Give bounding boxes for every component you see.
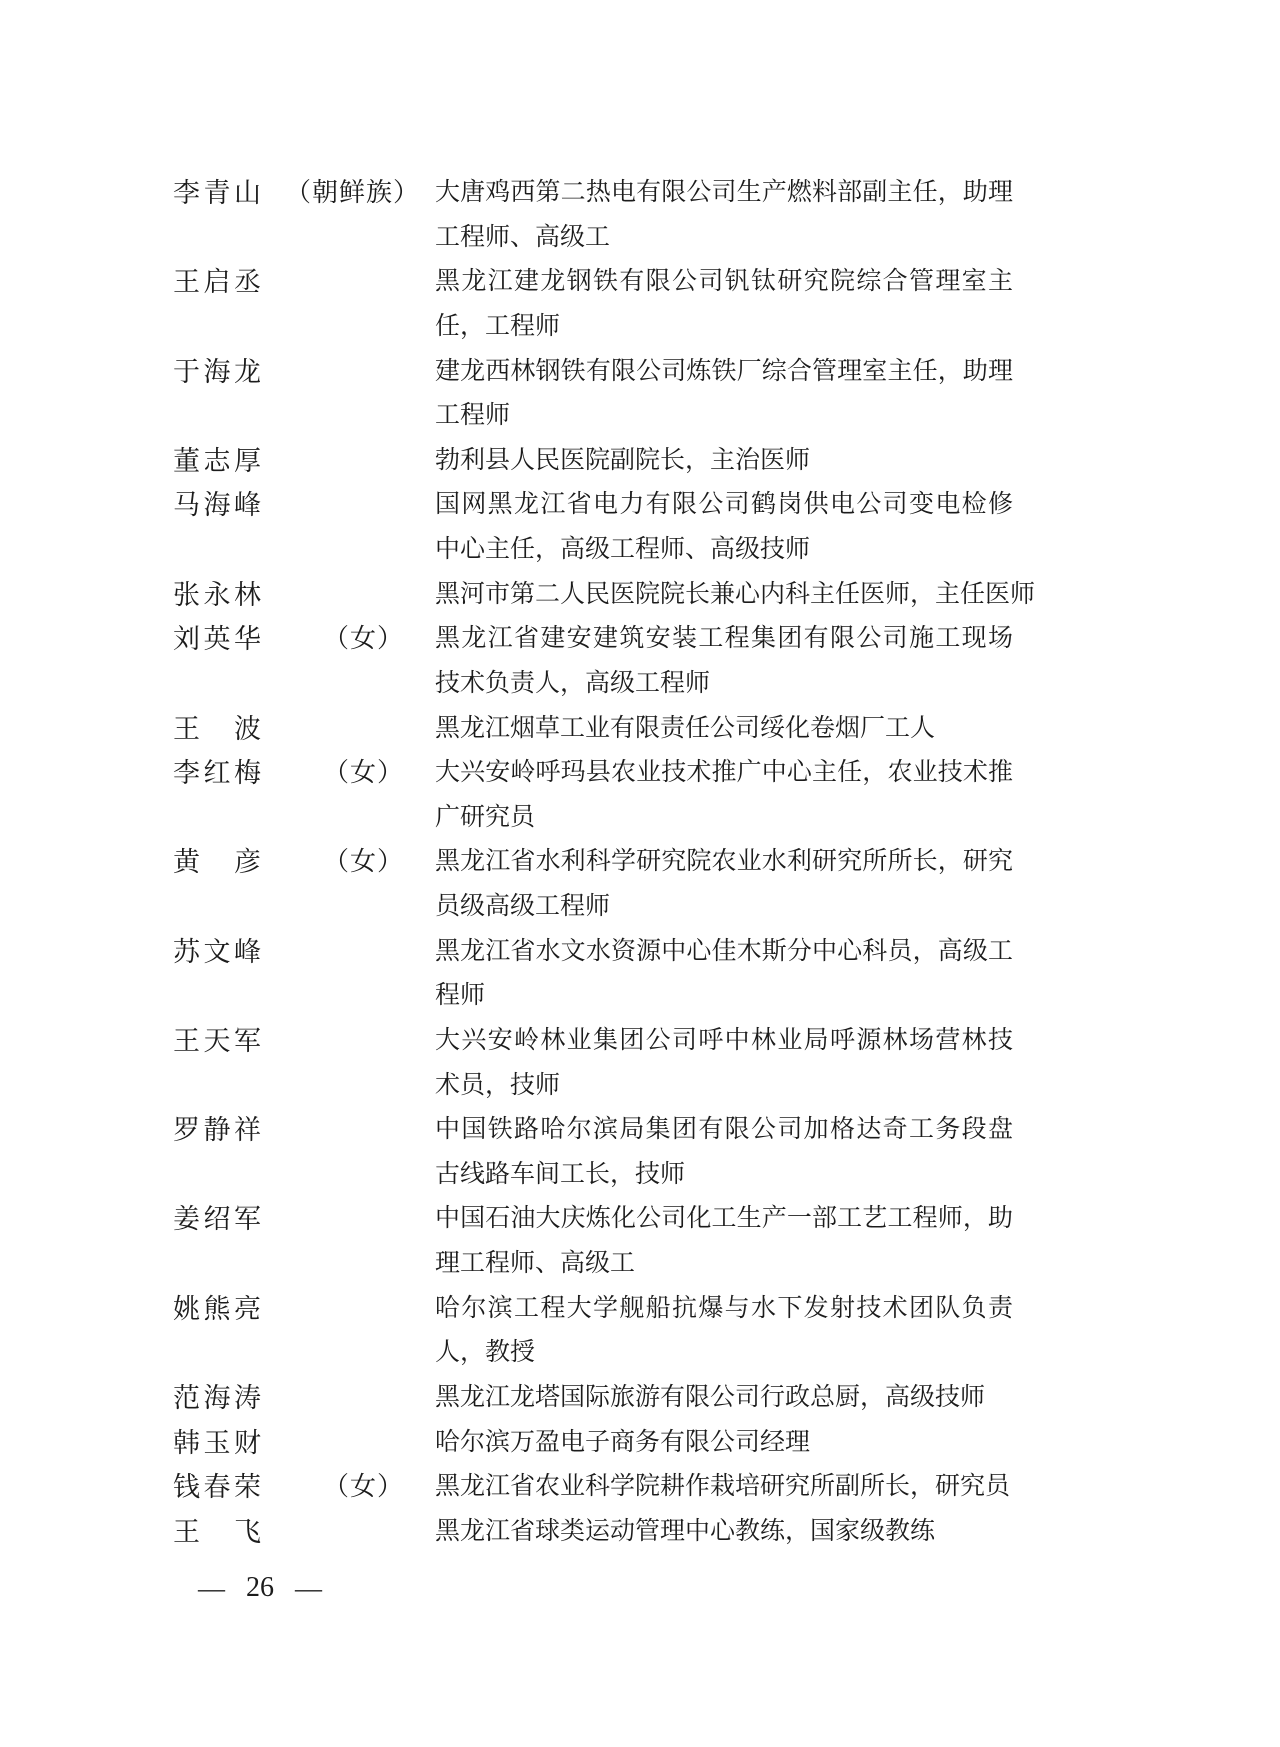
honoree-row <box>0 439 1280 484</box>
honoree-row <box>0 350 1280 439</box>
honoree-description <box>435 1421 1013 1466</box>
honoree-row <box>0 1465 1280 1510</box>
honoree-name: 王波 <box>173 713 261 744</box>
honoree-description-line: 工程师、高级工 <box>435 223 611 251</box>
honoree-row <box>0 1197 1280 1286</box>
honoree-name: 董志厚 <box>173 445 261 476</box>
honoree-description-line: 黑龙江省球类运动管理中心教练，国家级教练 <box>435 1517 936 1545</box>
honoree-description-line: 哈尔滨万盈电子商务有限公司经理 <box>435 1428 811 1456</box>
honoree-name: 韩玉财 <box>173 1427 261 1458</box>
honoree-description <box>435 930 1013 1019</box>
honoree-description <box>435 260 1013 349</box>
honoree-name: 王启丞 <box>173 267 261 298</box>
honoree-description-line: 黑龙江省水利科学研究院农业水利研究所所长，研究 <box>435 848 1013 876</box>
honoree-description-line: 人，教授 <box>435 1339 536 1367</box>
honoree-description-line: 员级高级工程师 <box>435 893 611 920</box>
honoree-row <box>0 1376 1280 1421</box>
honoree-description-line: 工程师 <box>435 402 511 430</box>
honoree-list <box>0 171 1280 1554</box>
honoree-description-line: 黑龙江省水文水资源中心佳木斯分中心科员，高级工 <box>435 937 1013 965</box>
honoree-name: 刘英华 <box>173 624 261 655</box>
honoree-description-line: 大兴安岭林业集团公司呼中林业局呼源林场营林技 <box>435 1026 1013 1054</box>
honoree-description-line: 建龙西林钢铁有限公司炼铁厂综合管理室主任，助理 <box>435 357 1013 385</box>
honoree-name: 黄彦 <box>173 847 261 878</box>
honoree-row <box>0 930 1280 1019</box>
honoree-row <box>0 260 1280 349</box>
ethnicity-gender-note: （女） <box>323 1472 405 1502</box>
ethnicity-gender-note: （女） <box>323 847 405 877</box>
honoree-description <box>435 483 1013 572</box>
honoree-name: 姜绍军 <box>173 1204 261 1235</box>
honoree-description-line: 术员，技师 <box>435 1071 561 1099</box>
honoree-description <box>435 840 1013 929</box>
honoree-description <box>435 1197 1013 1286</box>
honoree-description-line: 国网黑龙江省电力有限公司鹤岗供电公司变电检修 <box>435 491 1013 519</box>
honoree-description-line: 黑龙江省农业科学院耕作栽培研究所副所长，研究员 <box>435 1473 1011 1501</box>
footer-left-dash: — <box>198 1573 225 1603</box>
honoree-description-line: 黑龙江龙塔国际旅游有限公司行政总厨，高级技师 <box>435 1383 986 1411</box>
ethnicity-gender-note: （女） <box>323 624 405 654</box>
ethnicity-gender-note: （朝鲜族） <box>285 178 421 207</box>
honoree-row <box>0 751 1280 840</box>
honoree-name: 罗静祥 <box>173 1115 261 1146</box>
honoree-description <box>435 617 1013 706</box>
honoree-name: 李红梅 <box>173 758 261 789</box>
honoree-description-line: 大兴安岭呼玛县农业技术推广中心主任，农业技术推 <box>435 759 1013 787</box>
page-footer <box>198 1566 322 1611</box>
honoree-description-line: 哈尔滨工程大学舰船抗爆与水下发射技术团队负责 <box>435 1294 1013 1322</box>
honoree-name: 于海龙 <box>173 356 261 387</box>
honoree-description-line: 技术负责人，高级工程师 <box>435 669 711 697</box>
honoree-name: 马海峰 <box>173 490 261 521</box>
honoree-description-line: 中国石油大庆炼化公司化工生产一部工艺工程师，助 <box>435 1205 1013 1233</box>
honoree-description <box>435 350 1013 439</box>
honoree-row <box>0 707 1280 752</box>
honoree-name: 张永林 <box>173 579 261 610</box>
ethnicity-gender-note: （女） <box>323 758 405 788</box>
honoree-description <box>435 171 1013 260</box>
honoree-description-line: 黑龙江建龙钢铁有限公司钒钛研究院综合管理室主 <box>435 268 1013 296</box>
honoree-row <box>0 617 1280 706</box>
honoree-name: 王飞 <box>173 1516 261 1547</box>
honoree-description <box>435 707 1013 752</box>
honoree-description-line: 古线路车间工长，技师 <box>435 1160 686 1188</box>
page-number: 26 <box>246 1572 274 1603</box>
honoree-row <box>0 1019 1280 1108</box>
honoree-description-line: 中心主任，高级工程师、高级技师 <box>435 536 811 563</box>
honoree-description-line: 中国铁路哈尔滨局集团有限公司加格达奇工务段盘 <box>435 1116 1013 1144</box>
honoree-row <box>0 1287 1280 1376</box>
honoree-description-line: 黑河市第二人民医院院长兼心内科主任医师，主任医师 <box>435 580 1036 608</box>
honoree-row <box>0 1108 1280 1197</box>
honoree-description-line: 大唐鸡西第二热电有限公司生产燃料部副主任，助理 <box>435 179 1013 206</box>
honoree-description <box>435 1510 1013 1555</box>
honoree-description <box>435 1108 1013 1197</box>
honoree-row <box>0 1421 1280 1466</box>
honoree-row <box>0 171 1280 260</box>
honoree-row <box>0 483 1280 572</box>
honoree-row <box>0 840 1280 929</box>
honoree-description-line: 黑龙江省建安建筑安装工程集团有限公司施工现场 <box>435 625 1013 653</box>
honoree-description-line: 任，工程师 <box>435 312 561 340</box>
honoree-description <box>435 1465 1013 1510</box>
honoree-description <box>435 1019 1013 1108</box>
honoree-name: 范海涛 <box>173 1382 261 1413</box>
honoree-name: 姚熊亮 <box>173 1293 261 1324</box>
honoree-name: 王天军 <box>173 1025 261 1056</box>
honoree-description <box>435 573 1036 618</box>
honoree-description <box>435 439 1013 484</box>
footer-right-dash: — <box>295 1573 322 1603</box>
honoree-description-line: 广研究员 <box>435 803 536 831</box>
honoree-description-line: 勃利县人民医院副院长，主治医师 <box>435 446 811 474</box>
honoree-row <box>0 573 1280 618</box>
honoree-description-line: 黑龙江烟草工业有限责任公司绥化卷烟厂工人 <box>435 714 936 742</box>
honoree-name: 苏文峰 <box>173 936 261 967</box>
honoree-description <box>435 751 1013 840</box>
honoree-description <box>435 1376 1013 1421</box>
honoree-name: 钱春荣 <box>173 1472 261 1503</box>
honoree-description <box>435 1287 1013 1376</box>
honoree-description-line: 程师 <box>435 982 486 1010</box>
honoree-name: 李青山 <box>173 178 261 208</box>
honoree-row <box>0 1510 1280 1555</box>
honoree-description-line: 理工程师、高级工 <box>435 1250 636 1277</box>
